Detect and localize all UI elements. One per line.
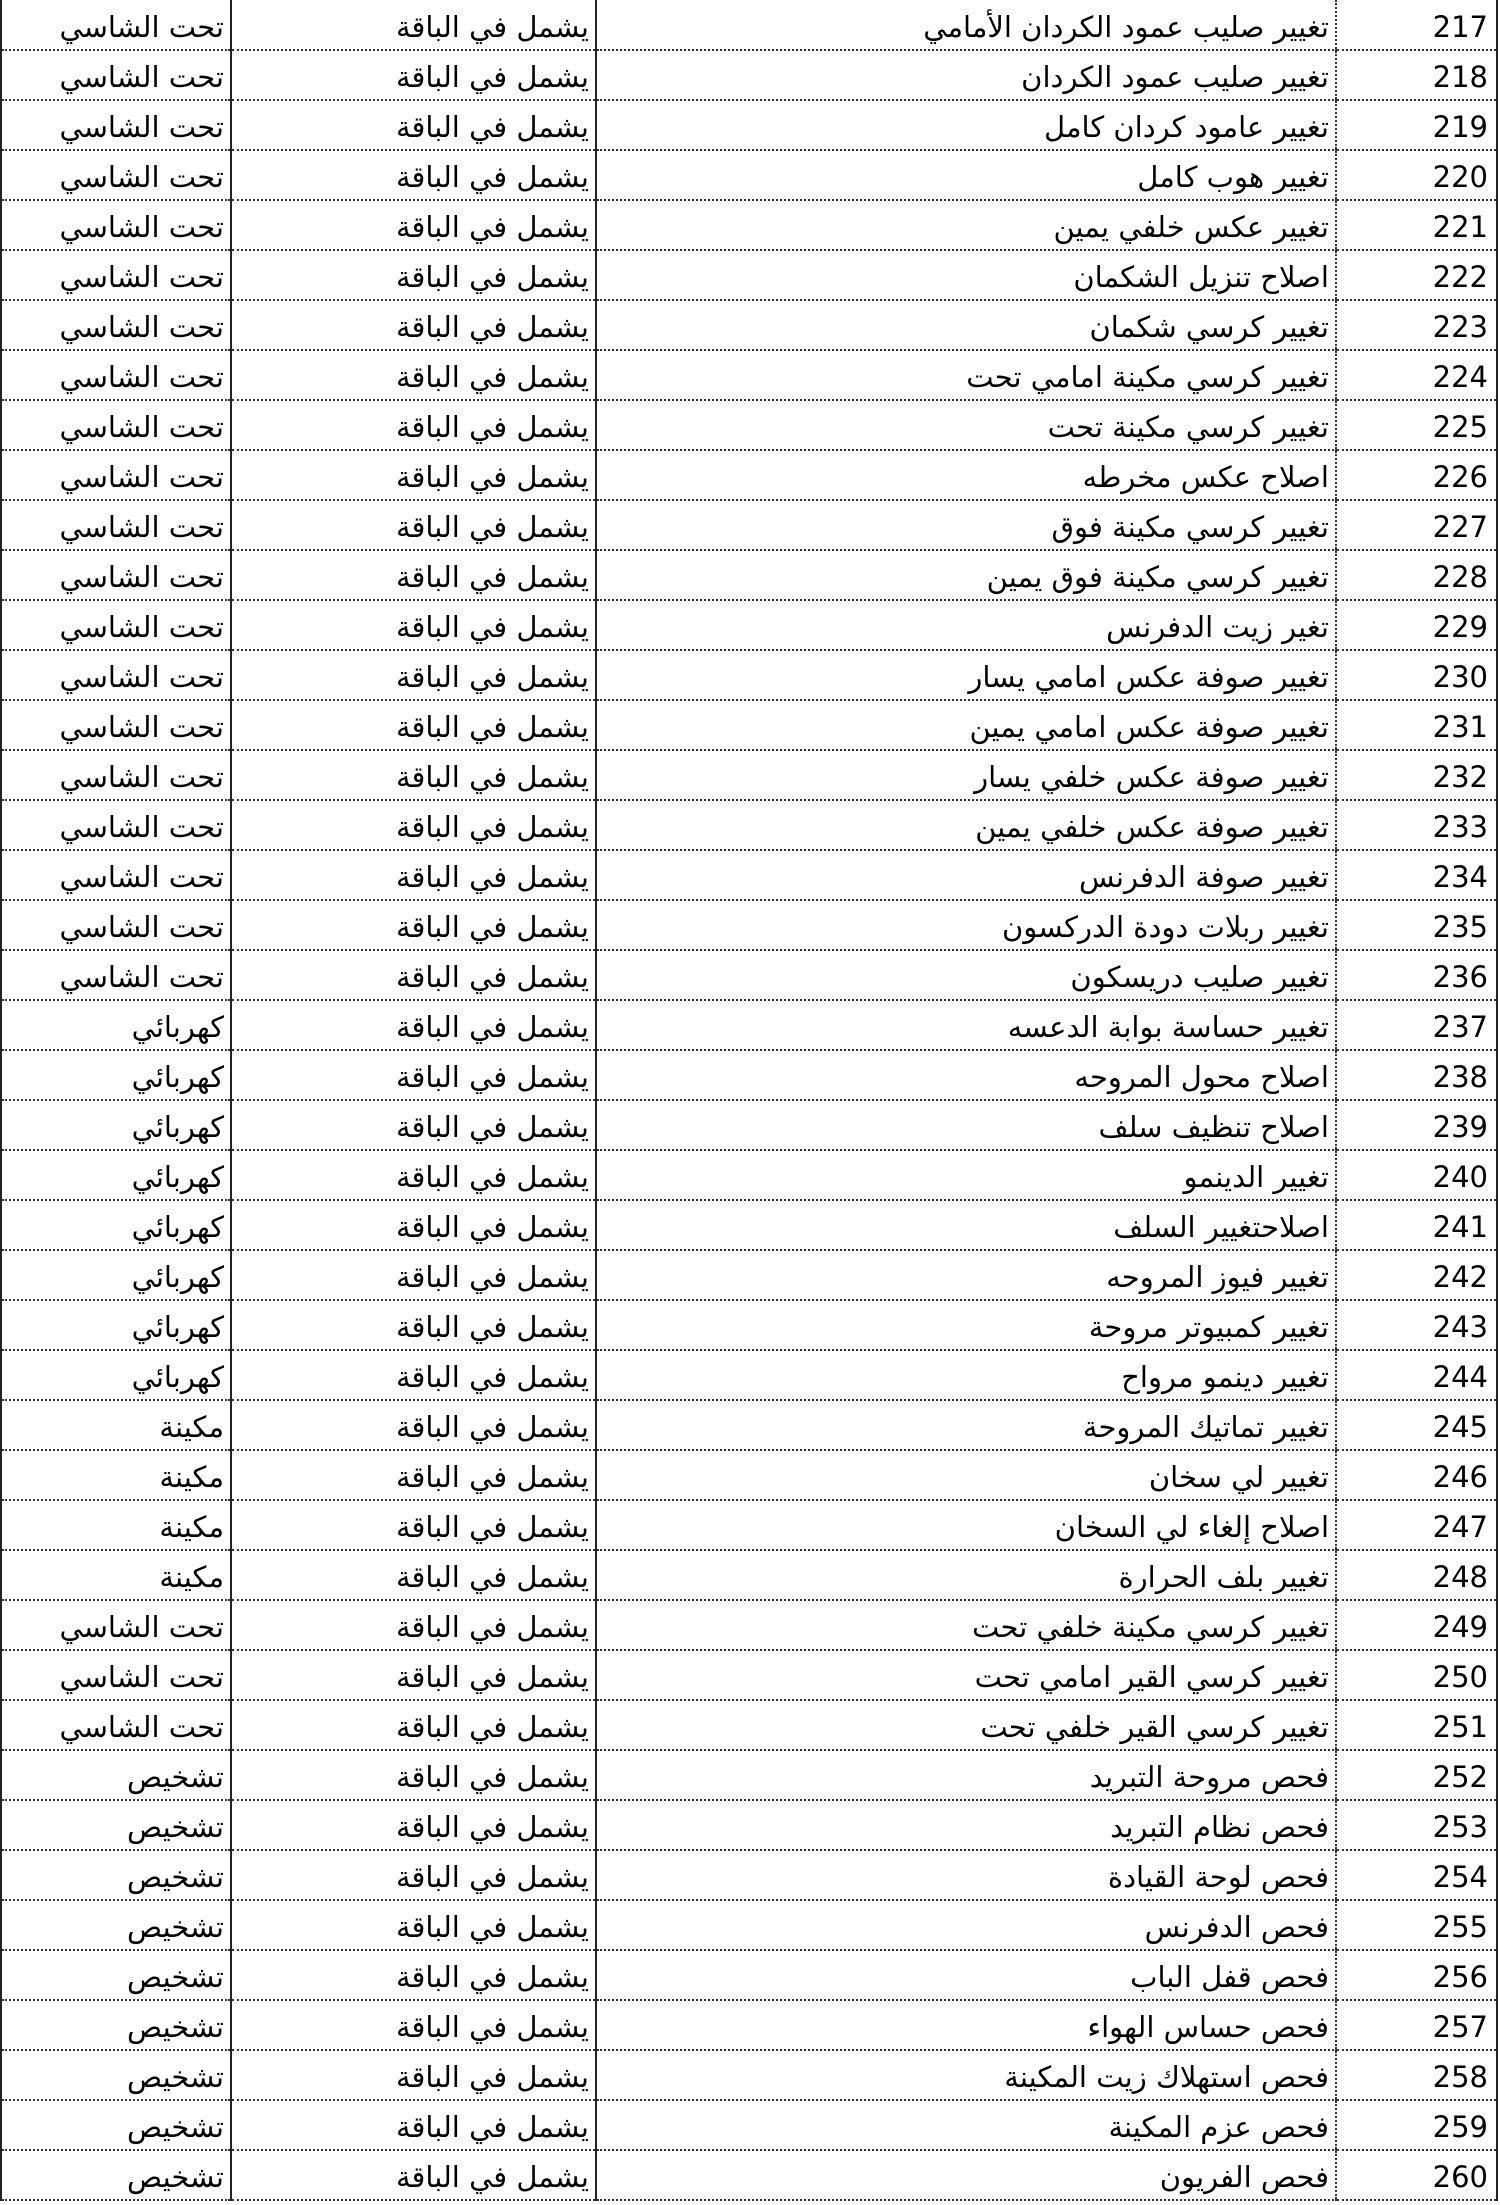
inclusion-cell[interactable]: يشمل في الباقة — [231, 200, 596, 250]
row-number-cell[interactable]: 232 — [1336, 750, 1497, 800]
table-row — [1, 1300, 1497, 1350]
inclusion-cell[interactable]: يشمل في الباقة — [231, 2100, 596, 2150]
table-row — [1, 450, 1497, 500]
inclusion-cell[interactable]: يشمل في الباقة — [231, 1800, 596, 1850]
inclusion-cell[interactable]: يشمل في الباقة — [231, 1200, 596, 1250]
table-row — [1, 1950, 1497, 2000]
service-description-cell[interactable]: تغيير صليب عمود الكردان — [596, 50, 1336, 100]
inclusion-cell[interactable]: يشمل في الباقة — [231, 1700, 596, 1750]
row-number-cell[interactable]: 244 — [1336, 1350, 1497, 1400]
category-cell[interactable]: تحت الشاسي — [1, 750, 231, 800]
category-cell[interactable]: تشخيص — [1, 1950, 231, 2000]
table-body — [1, 0, 1497, 2200]
category-cell[interactable]: كهربائي — [1, 1350, 231, 1400]
table-row — [1, 2150, 1497, 2200]
category-cell[interactable]: تحت الشاسي — [1, 150, 231, 200]
inclusion-cell[interactable]: يشمل في الباقة — [231, 1600, 596, 1650]
inclusion-cell[interactable]: يشمل في الباقة — [231, 1450, 596, 1500]
category-cell[interactable]: تحت الشاسي — [1, 50, 231, 100]
service-description-cell[interactable]: تغيير صوفة الدفرنس — [596, 850, 1336, 900]
row-number-cell[interactable]: 240 — [1336, 1150, 1497, 1200]
service-description-cell[interactable]: فحص مروحة التبريد — [596, 1750, 1336, 1800]
category-cell[interactable]: تحت الشاسي — [1, 1700, 231, 1750]
category-cell[interactable]: كهربائي — [1, 1200, 231, 1250]
service-description-cell[interactable]: تغيير صوفة عكس امامي يسار — [596, 650, 1336, 700]
row-number-cell[interactable]: 225 — [1336, 400, 1497, 450]
service-description-cell[interactable]: تغيير صليب دريسكون — [596, 950, 1336, 1000]
category-cell[interactable]: تحت الشاسي — [1, 1600, 231, 1650]
inclusion-cell[interactable]: يشمل في الباقة — [231, 850, 596, 900]
table-row — [1, 50, 1497, 100]
inclusion-cell[interactable]: يشمل في الباقة — [231, 50, 596, 100]
table-row — [1, 1350, 1497, 1400]
service-description-cell[interactable]: تغيير كرسي مكينة خلفي تحت — [596, 1600, 1336, 1650]
table-row — [1, 1750, 1497, 1800]
table-row — [1, 600, 1497, 650]
category-cell[interactable]: تشخيص — [1, 1900, 231, 1950]
service-description-cell[interactable]: تغيير كرسي القير امامي تحت — [596, 1650, 1336, 1700]
inclusion-cell[interactable]: يشمل في الباقة — [231, 750, 596, 800]
service-description-cell[interactable]: تغيير كرسي شكمان — [596, 300, 1336, 350]
table-row — [1, 850, 1497, 900]
service-description-cell[interactable]: فحص حساس الهواء — [596, 2000, 1336, 2050]
row-number-cell[interactable]: 246 — [1336, 1450, 1497, 1500]
row-number-cell[interactable]: 241 — [1336, 1200, 1497, 1250]
row-number-cell[interactable]: 236 — [1336, 950, 1497, 1000]
service-description-cell[interactable]: تغيير تماتيك المروحة — [596, 1400, 1336, 1450]
inclusion-cell[interactable]: يشمل في الباقة — [231, 100, 596, 150]
row-number-cell[interactable]: 256 — [1336, 1950, 1497, 2000]
inclusion-cell[interactable]: يشمل في الباقة — [231, 1400, 596, 1450]
table-row — [1, 900, 1497, 950]
category-cell[interactable]: مكينة — [1, 1400, 231, 1450]
category-cell[interactable]: تحت الشاسي — [1, 950, 231, 1000]
row-number-cell[interactable]: 219 — [1336, 100, 1497, 150]
table-row — [1, 2050, 1497, 2100]
row-number-cell[interactable]: 231 — [1336, 700, 1497, 750]
table-row — [1, 250, 1497, 300]
service-description-cell[interactable]: فحص قفل الباب — [596, 1950, 1336, 2000]
row-number-cell[interactable]: 248 — [1336, 1550, 1497, 1600]
inclusion-cell[interactable]: يشمل في الباقة — [231, 1650, 596, 1700]
category-cell[interactable]: تشخيص — [1, 1850, 231, 1900]
category-cell[interactable]: تحت الشاسي — [1, 100, 231, 150]
inclusion-cell[interactable]: يشمل في الباقة — [231, 400, 596, 450]
service-description-cell[interactable]: اصلاح محول المروحه — [596, 1050, 1336, 1100]
table-row — [1, 950, 1497, 1000]
category-cell[interactable]: تحت الشاسي — [1, 850, 231, 900]
category-cell[interactable]: تحت الشاسي — [1, 700, 231, 750]
category-cell[interactable]: كهربائي — [1, 1300, 231, 1350]
category-cell[interactable]: تشخيص — [1, 1750, 231, 1800]
inclusion-cell[interactable]: يشمل في الباقة — [231, 150, 596, 200]
table-row — [1, 1850, 1497, 1900]
service-description-cell[interactable]: تغيير بلف الحرارة — [596, 1550, 1336, 1600]
row-number-cell[interactable]: 243 — [1336, 1300, 1497, 1350]
row-number-cell[interactable]: 250 — [1336, 1650, 1497, 1700]
service-description-cell[interactable]: تغيير دينمو مرواح — [596, 1350, 1336, 1400]
table-row — [1, 800, 1497, 850]
service-description-cell[interactable]: تغيير كرسي القير خلفي تحت — [596, 1700, 1336, 1750]
table-row — [1, 1800, 1497, 1850]
row-number-cell[interactable]: 253 — [1336, 1800, 1497, 1850]
inclusion-cell[interactable]: يشمل في الباقة — [231, 2000, 596, 2050]
row-number-cell[interactable]: 221 — [1336, 200, 1497, 250]
service-description-cell[interactable]: اصلاح عكس مخرطه — [596, 450, 1336, 500]
category-cell[interactable]: تحت الشاسي — [1, 300, 231, 350]
row-number-cell[interactable]: 238 — [1336, 1050, 1497, 1100]
row-number-cell[interactable]: 242 — [1336, 1250, 1497, 1300]
table-row — [1, 150, 1497, 200]
category-cell[interactable]: مكينة — [1, 1450, 231, 1500]
row-number-cell[interactable]: 258 — [1336, 2050, 1497, 2100]
row-number-cell[interactable]: 233 — [1336, 800, 1497, 850]
service-description-cell[interactable]: تغيير عكس خلفي يمين — [596, 200, 1336, 250]
row-number-cell[interactable]: 222 — [1336, 250, 1497, 300]
category-cell[interactable]: تحت الشاسي — [1, 250, 231, 300]
inclusion-cell[interactable]: يشمل في الباقة — [231, 700, 596, 750]
table-row — [1, 1050, 1497, 1100]
inclusion-cell[interactable]: يشمل في الباقة — [231, 1150, 596, 1200]
inclusion-cell[interactable]: يشمل في الباقة — [231, 950, 596, 1000]
row-number-cell[interactable]: 223 — [1336, 300, 1497, 350]
row-number-cell[interactable]: 228 — [1336, 550, 1497, 600]
service-description-cell[interactable]: تغيير هوب كامل — [596, 150, 1336, 200]
inclusion-cell[interactable]: يشمل في الباقة — [231, 1250, 596, 1300]
inclusion-cell[interactable]: يشمل في الباقة — [231, 450, 596, 500]
service-description-cell[interactable]: اصلاح تنظيف سلف — [596, 1100, 1336, 1150]
service-description-cell[interactable]: تغيير كمبيوتر مروحة — [596, 1300, 1336, 1350]
service-description-cell[interactable]: تغير زيت الدفرنس — [596, 600, 1336, 650]
row-number-cell[interactable]: 234 — [1336, 850, 1497, 900]
row-number-cell[interactable]: 259 — [1336, 2100, 1497, 2150]
table-row — [1, 0, 1497, 50]
row-number-cell[interactable]: 220 — [1336, 150, 1497, 200]
row-number-cell[interactable]: 217 — [1336, 0, 1497, 50]
row-number-cell[interactable]: 260 — [1336, 2150, 1497, 2200]
inclusion-cell[interactable]: يشمل في الباقة — [231, 1300, 596, 1350]
row-number-cell[interactable]: 254 — [1336, 1850, 1497, 1900]
table-row — [1, 200, 1497, 250]
row-number-cell[interactable]: 235 — [1336, 900, 1497, 950]
table-row — [1, 1650, 1497, 1700]
table-row — [1, 1550, 1497, 1600]
service-description-cell[interactable]: تغيير الدينمو — [596, 1150, 1336, 1200]
table-row — [1, 2000, 1497, 2050]
inclusion-cell[interactable]: يشمل في الباقة — [231, 2050, 596, 2100]
service-description-cell[interactable]: تغيير ربلات دودة الدركسون — [596, 900, 1336, 950]
category-cell[interactable]: تحت الشاسي — [1, 350, 231, 400]
table-row — [1, 1150, 1497, 1200]
table-row — [1, 1500, 1497, 1550]
row-number-cell[interactable]: 227 — [1336, 500, 1497, 550]
service-description-cell[interactable]: تغيير صليب عمود الكردان الأمامي — [596, 0, 1336, 50]
service-description-cell[interactable]: فحص الدفرنس — [596, 1900, 1336, 1950]
inclusion-cell[interactable]: يشمل في الباقة — [231, 600, 596, 650]
row-number-cell[interactable]: 229 — [1336, 600, 1497, 650]
table-row — [1, 350, 1497, 400]
service-description-cell[interactable]: تغيير كرسي مكينة امامي تحت — [596, 350, 1336, 400]
inclusion-cell[interactable]: يشمل في الباقة — [231, 800, 596, 850]
service-description-cell[interactable]: تغيير كرسي مكينة تحت — [596, 400, 1336, 450]
inclusion-cell[interactable]: يشمل في الباقة — [231, 1350, 596, 1400]
service-description-cell[interactable]: تغيير كرسي مكينة فوق يمين — [596, 550, 1336, 600]
category-cell[interactable]: مكينة — [1, 1550, 231, 1600]
category-cell[interactable]: تحت الشاسي — [1, 0, 231, 50]
category-cell[interactable]: تشخيص — [1, 2100, 231, 2150]
inclusion-cell[interactable]: يشمل في الباقة — [231, 1050, 596, 1100]
table-row — [1, 700, 1497, 750]
inclusion-cell[interactable]: يشمل في الباقة — [231, 1550, 596, 1600]
row-number-cell[interactable]: 249 — [1336, 1600, 1497, 1650]
service-description-cell[interactable]: تغيير عامود كردان كامل — [596, 100, 1336, 150]
service-description-cell[interactable]: تغيير حساسة بوابة الدعسه — [596, 1000, 1336, 1050]
service-description-cell[interactable]: تغيير صوفة عكس خلفي يمين — [596, 800, 1336, 850]
service-description-cell[interactable]: تغيير كرسي مكينة فوق — [596, 500, 1336, 550]
inclusion-cell[interactable]: يشمل في الباقة — [231, 1000, 596, 1050]
row-number-cell[interactable]: 245 — [1336, 1400, 1497, 1450]
inclusion-cell[interactable]: يشمل في الباقة — [231, 1850, 596, 1900]
category-cell[interactable]: تحت الشاسي — [1, 450, 231, 500]
table-row — [1, 1700, 1497, 1750]
table-row — [1, 1450, 1497, 1500]
category-cell[interactable]: كهربائي — [1, 1150, 231, 1200]
inclusion-cell[interactable]: يشمل في الباقة — [231, 300, 596, 350]
row-number-cell[interactable]: 226 — [1336, 450, 1497, 500]
inclusion-cell[interactable]: يشمل في الباقة — [231, 1500, 596, 1550]
service-description-cell[interactable]: فحص لوحة القيادة — [596, 1850, 1336, 1900]
service-description-cell[interactable]: فحص نظام التبريد — [596, 1800, 1336, 1850]
service-description-cell[interactable]: تغيير صوفة عكس خلفي يسار — [596, 750, 1336, 800]
service-description-cell[interactable]: تغيير فيوز المروحه — [596, 1250, 1336, 1300]
inclusion-cell[interactable]: يشمل في الباقة — [231, 250, 596, 300]
category-cell[interactable]: كهربائي — [1, 1100, 231, 1150]
service-description-cell[interactable]: اصلاح تنزيل الشكمان — [596, 250, 1336, 300]
inclusion-cell[interactable]: يشمل في الباقة — [231, 1900, 596, 1950]
category-cell[interactable]: تشخيص — [1, 2000, 231, 2050]
inclusion-cell[interactable]: يشمل في الباقة — [231, 1100, 596, 1150]
category-cell[interactable]: مكينة — [1, 1500, 231, 1550]
inclusion-cell[interactable]: يشمل في الباقة — [231, 0, 596, 50]
category-cell[interactable]: تحت الشاسي — [1, 650, 231, 700]
category-cell[interactable]: تحت الشاسي — [1, 1650, 231, 1700]
table-row — [1, 400, 1497, 450]
inclusion-cell[interactable]: يشمل في الباقة — [231, 350, 596, 400]
table-row — [1, 1200, 1497, 1250]
inclusion-cell[interactable]: يشمل في الباقة — [231, 2150, 596, 2200]
row-number-cell[interactable]: 255 — [1336, 1900, 1497, 1950]
category-cell[interactable]: تحت الشاسي — [1, 500, 231, 550]
row-number-cell[interactable]: 251 — [1336, 1700, 1497, 1750]
table-row — [1, 1100, 1497, 1150]
service-description-cell[interactable]: فحص الفريون — [596, 2150, 1336, 2200]
inclusion-cell[interactable]: يشمل في الباقة — [231, 1750, 596, 1800]
inclusion-cell[interactable]: يشمل في الباقة — [231, 900, 596, 950]
table-row — [1, 300, 1497, 350]
table-row — [1, 2100, 1497, 2150]
table-row — [1, 100, 1497, 150]
table-row — [1, 750, 1497, 800]
category-cell[interactable]: تحت الشاسي — [1, 600, 231, 650]
table-row — [1, 500, 1497, 550]
service-description-cell[interactable]: فحص عزم المكينة — [596, 2100, 1336, 2150]
category-cell[interactable]: تحت الشاسي — [1, 900, 231, 950]
category-cell[interactable]: تشخيص — [1, 2150, 231, 2200]
row-number-cell[interactable]: 218 — [1336, 50, 1497, 100]
table-row — [1, 1900, 1497, 1950]
service-description-cell[interactable]: تغيير صوفة عكس امامي يمين — [596, 700, 1336, 750]
service-description-cell[interactable]: اصلاحتغيير السلف — [596, 1200, 1336, 1250]
category-cell[interactable]: تحت الشاسي — [1, 550, 231, 600]
table-row — [1, 650, 1497, 700]
inclusion-cell[interactable]: يشمل في الباقة — [231, 1950, 596, 2000]
inclusion-cell[interactable]: يشمل في الباقة — [231, 550, 596, 600]
row-number-cell[interactable]: 239 — [1336, 1100, 1497, 1150]
service-description-cell[interactable]: فحص استهلاك زيت المكينة — [596, 2050, 1336, 2100]
row-number-cell[interactable]: 230 — [1336, 650, 1497, 700]
table-row — [1, 1600, 1497, 1650]
row-number-cell[interactable]: 257 — [1336, 2000, 1497, 2050]
table-row — [1, 1250, 1497, 1300]
table-row — [1, 550, 1497, 600]
row-number-cell[interactable]: 247 — [1336, 1500, 1497, 1550]
category-cell[interactable]: تحت الشاسي — [1, 800, 231, 850]
service-description-cell[interactable]: اصلاح إلغاء لي السخان — [596, 1500, 1336, 1550]
category-cell[interactable]: تحت الشاسي — [1, 400, 231, 450]
table-row — [1, 1000, 1497, 1050]
row-number-cell[interactable]: 224 — [1336, 350, 1497, 400]
row-number-cell[interactable]: 237 — [1336, 1000, 1497, 1050]
category-cell[interactable]: كهربائي — [1, 1000, 231, 1050]
category-cell[interactable]: كهربائي — [1, 1050, 231, 1100]
category-cell[interactable]: تشخيص — [1, 1800, 231, 1850]
category-cell[interactable]: تشخيص — [1, 2050, 231, 2100]
category-cell[interactable]: تحت الشاسي — [1, 200, 231, 250]
service-description-cell[interactable]: تغيير لي سخان — [596, 1450, 1336, 1500]
table-row — [1, 1400, 1497, 1450]
inclusion-cell[interactable]: يشمل في الباقة — [231, 500, 596, 550]
row-number-cell[interactable]: 252 — [1336, 1750, 1497, 1800]
category-cell[interactable]: كهربائي — [1, 1250, 231, 1300]
inclusion-cell[interactable]: يشمل في الباقة — [231, 650, 596, 700]
